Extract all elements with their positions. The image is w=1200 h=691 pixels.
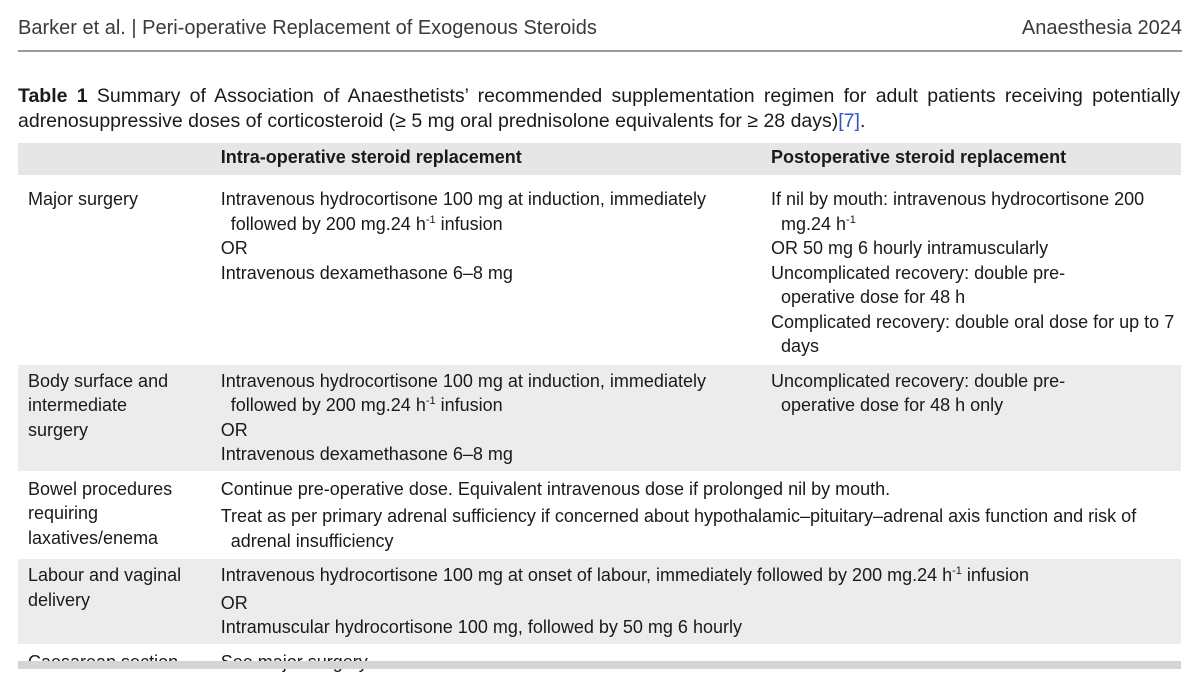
cell-line: OR xyxy=(220,419,248,440)
cell-line: Intravenous hydrocortisone 100 mg at onset of labour, immediately followed by 200 mg.24 $h^{-1}$ infusion xyxy=(220,565,1029,585)
column-header-post: Postoperative steroid replacement xyxy=(771,143,1181,176)
regimen-table xyxy=(18,143,1181,678)
caption-text: Summary of Association of Anaesthetists’ recommended supplementation regimen for adult patients receiving potentially adrenosuppressive doses of corticosteroid (≥ 5 mg oral prednisolone equivalents for ≥ 28 days) xyxy=(18,85,1180,132)
post-cell xyxy=(771,364,1181,472)
intra-cell xyxy=(221,364,771,472)
caption-end: . xyxy=(859,110,866,132)
cell-line: OR 50 mg 6 hourly intramuscularly xyxy=(770,238,1049,258)
post-cell xyxy=(771,176,1181,364)
row-label: Major surgery xyxy=(18,176,221,364)
row-label: Bowel procedures requiring laxatives/enema xyxy=(18,472,221,559)
journal-name: Anaesthesia 2024 xyxy=(1021,17,1182,39)
cell-line: Intravenous dexamethasone 6–8 mg xyxy=(220,444,513,464)
cell-line: Intramuscular hydrocortisone 100 mg, followed by 50 mg 6 hourly xyxy=(220,617,742,637)
column-header-empty xyxy=(18,143,221,176)
row-label: Labour and vaginal delivery xyxy=(18,558,221,645)
cell-line: Continue pre-operative dose. Equivalent intravenous dose if prolonged nil by mouth. xyxy=(220,478,891,499)
cell-line: Uncomplicated recovery: double pre-operative dose for 48 h only xyxy=(770,370,1066,415)
span-cell xyxy=(221,472,1181,559)
cell-line: Intravenous hydrocortisone 100 mg at induction, immediately followed by 200 mg.24 $h^{-1}$ infusion xyxy=(220,370,706,415)
cell-line: Treat as per primary adrenal sufficiency if concerned about hypothalamic–pituitary–adrenal axis function and risk of adrenal insufficiency xyxy=(220,506,1137,551)
column-header-intra: Intra-operative steroid replacement xyxy=(221,143,771,176)
cell-line: Complicated recovery: double oral dose for up to 7 days xyxy=(770,311,1175,356)
running-head xyxy=(18,0,1182,52)
table-header-row xyxy=(18,143,1181,176)
row-label: Body surface and intermediate surgery xyxy=(18,364,221,472)
cell-line: Intravenous hydrocortisone 100 mg at induction, immediately followed by 200 mg.24 $h^{-1}$ infusion xyxy=(220,189,706,234)
intra-cell xyxy=(221,176,771,364)
cell-line: Intravenous dexamethasone 6–8 mg xyxy=(220,262,513,283)
table-label: Table 1 xyxy=(18,85,88,107)
cell-line: OR xyxy=(220,592,248,613)
table-bottom-rule xyxy=(18,661,1181,669)
cell-line: Uncomplicated recovery: double pre-operative dose for 48 h xyxy=(770,262,1066,307)
span-cell xyxy=(221,558,1181,645)
table-row xyxy=(18,176,1181,364)
table-caption xyxy=(18,84,1180,134)
table-row xyxy=(18,472,1181,559)
running-head-title: Barker et al. | Peri-operative Replacement of Exogenous Steroids xyxy=(18,17,597,39)
citation-link[interactable]: [7] xyxy=(838,110,860,132)
cell-line: If nil by mouth: intravenous hydrocortisone 200 mg.24 $h^{-1}$ xyxy=(770,189,1145,234)
table-row xyxy=(18,558,1181,645)
table-row xyxy=(18,364,1181,472)
cell-line: OR xyxy=(220,238,248,258)
